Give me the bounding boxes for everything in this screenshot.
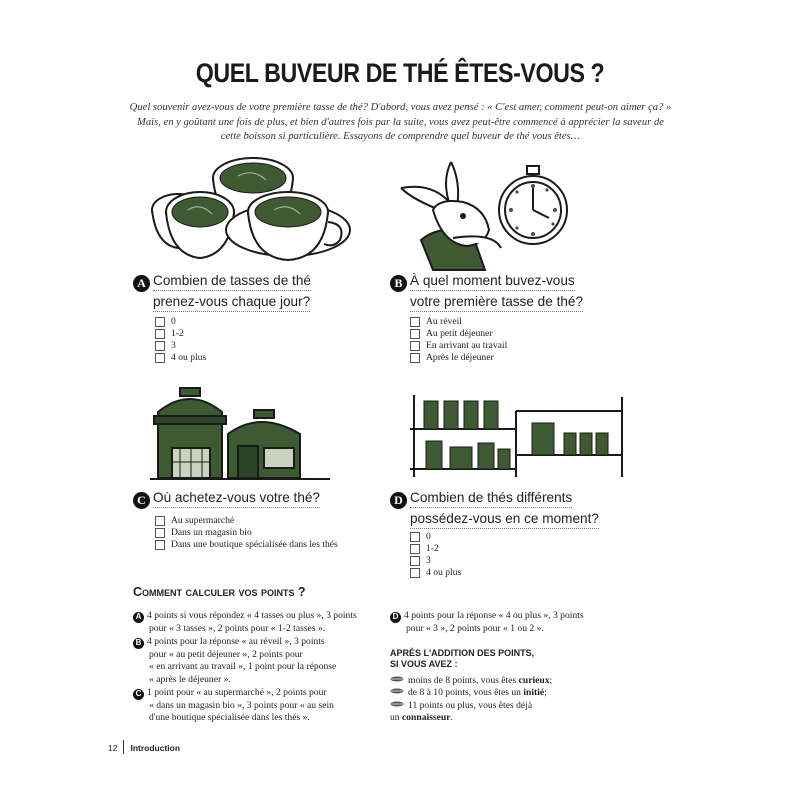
question-a: [133, 271, 311, 312]
rule-d-badge: D: [390, 612, 401, 623]
checkbox[interactable]: [410, 568, 420, 578]
checkbox[interactable]: [155, 317, 165, 327]
option-c-2[interactable]: [155, 527, 338, 539]
question-d-line1: Combien de thés différents: [410, 488, 572, 508]
letter-a-badge: A: [133, 275, 150, 292]
option-b-4[interactable]: [410, 352, 507, 364]
tea-leaf-icon: [390, 688, 404, 694]
letter-d-badge: D: [390, 492, 407, 509]
option-a-3[interactable]: [155, 340, 206, 352]
rule-b-line4: « après le déjeuner ».: [149, 673, 231, 685]
question-a-line2: prenez-vous chaque jour?: [153, 292, 310, 312]
result-level: connaisseur: [402, 712, 451, 724]
page-footer: [108, 740, 180, 754]
option-a-1[interactable]: [155, 316, 206, 328]
option-label: 1-2: [426, 543, 439, 554]
option-label: Dans un magasin bio: [171, 527, 252, 538]
option-label: Après le déjeuner: [426, 352, 494, 363]
result-level: initié: [523, 687, 545, 699]
rule-b: [133, 636, 383, 686]
checkbox[interactable]: [410, 544, 420, 554]
option-d-4[interactable]: [410, 567, 461, 579]
question-c: [133, 488, 320, 509]
page-title: QUEL BUVEUR DE THÉ ÊTES-VOUS ?: [195, 58, 605, 88]
question-d-line2: possédez-vous en ce moment?: [410, 509, 599, 529]
result-text: de 8 à 10 points, vous êtes un: [408, 687, 524, 699]
option-label: Au supermarché: [171, 515, 235, 526]
option-label: 0: [426, 531, 431, 542]
result-text: 11 points ou plus, vous êtes déjà: [408, 699, 533, 711]
checkbox[interactable]: [410, 329, 420, 339]
rule-a-line2: pour « 3 tasses », 2 points pour « 1-2 tasses ».: [149, 622, 326, 634]
result-level: curieux: [518, 675, 550, 686]
result-item: [390, 700, 620, 712]
tea-shops-illustration: [150, 382, 330, 482]
letter-b-badge: B: [390, 275, 407, 292]
option-b-1[interactable]: [410, 316, 507, 328]
scoring-heading: Comment calculer vos points ?: [133, 585, 306, 599]
result-item: [390, 712, 620, 724]
checkbox[interactable]: [155, 516, 165, 526]
results-heading: [390, 648, 534, 670]
section-name: Introduction: [130, 743, 181, 753]
results-heading-line2: SI VOUS AVEZ :: [390, 659, 458, 669]
option-label: Dans une boutique spécialisée dans les thés: [171, 539, 338, 550]
rule-a: [133, 610, 383, 635]
option-label: 0: [171, 316, 176, 327]
scoring-rules-left: [133, 610, 383, 725]
result-punct: .: [450, 712, 453, 724]
rule-d: [390, 610, 640, 635]
rule-c: [133, 687, 383, 725]
rule-b-line1: 4 points pour la réponse « au réveil », 3 points: [147, 636, 325, 648]
question-b-line2: votre première tasse de thé?: [410, 292, 583, 312]
option-label: 3: [171, 340, 176, 351]
checkbox[interactable]: [410, 532, 420, 542]
rule-c-line1: 1 point pour « au supermarché », 2 points pour: [147, 687, 327, 699]
result-text: un: [390, 712, 402, 724]
option-label: Au réveil: [426, 316, 462, 327]
tea-leaf-icon: [390, 676, 404, 682]
footer-divider: [123, 740, 124, 754]
rule-a-badge: A: [133, 612, 144, 623]
option-label: 1-2: [171, 328, 184, 339]
result-item: [390, 675, 620, 687]
rule-c-line2: « dans un magasin bio », 3 points pour « au sein: [149, 699, 334, 711]
checkbox[interactable]: [410, 353, 420, 363]
question-d-options: [410, 531, 461, 579]
option-a-4[interactable]: [155, 352, 206, 364]
result-punct: ;: [544, 687, 547, 699]
option-c-3[interactable]: [155, 539, 338, 551]
tea-shelves-illustration: [408, 393, 630, 478]
checkbox[interactable]: [410, 556, 420, 566]
rule-d-line2: pour « 3 », 2 points pour « 1 ou 2 ».: [406, 622, 544, 634]
rule-b-line3: « en arrivant au travail », 1 point pour la réponse: [149, 661, 337, 673]
intro-text: Quel souvenir avez-vous de votre première tasse de thé? D'abord, vous avez pensé : « C'est amer, comment peut-on aimer ça? » Mais, en y goûtant une fois de plus, et bien d'autres fois par la suite, vous avez peut-être commencé à apprécier la saveur de cette boisson si particulière. Essayons de comprendre quel buveur de thé vous êtes…: [129, 102, 672, 143]
question-d: [390, 488, 599, 529]
tea-leaf-icon: [390, 701, 404, 707]
results-list: [390, 675, 620, 725]
rabbit-clock-illustration: [393, 152, 568, 272]
option-b-2[interactable]: [410, 328, 507, 340]
tea-cups-illustration: [148, 150, 353, 265]
option-label: En arrivant au travail: [426, 340, 508, 351]
option-label: 4 ou plus: [426, 567, 462, 578]
question-b-options: [410, 316, 507, 364]
checkbox[interactable]: [410, 341, 420, 351]
checkbox[interactable]: [410, 317, 420, 327]
checkbox[interactable]: [155, 353, 165, 363]
checkbox[interactable]: [155, 528, 165, 538]
rule-b-line2: pour « au petit déjeuner », 2 points pour: [149, 648, 303, 660]
result-item: [390, 687, 620, 699]
rule-d-line1: 4 points pour la réponse « 4 ou plus », 3 points: [404, 610, 584, 621]
question-b: [390, 271, 583, 312]
option-d-2[interactable]: [410, 543, 461, 555]
rule-c-line3: d'une boutique spécialisée dans les thés ».: [149, 712, 310, 724]
option-a-2[interactable]: [155, 328, 206, 340]
question-b-line1: À quel moment buvez-vous: [410, 271, 575, 291]
option-label: Au petit déjeuner: [426, 328, 493, 339]
question-a-options: [155, 316, 206, 364]
question-c-line1: Où achetez-vous votre thé?: [153, 488, 320, 508]
question-a-line1: Combien de tasses de thé: [153, 271, 311, 291]
rule-c-badge: C: [133, 689, 144, 700]
letter-c-badge: C: [133, 492, 150, 509]
option-label: 3: [426, 555, 431, 566]
checkbox[interactable]: [155, 540, 165, 550]
option-d-1[interactable]: [410, 531, 461, 543]
option-label: 4 ou plus: [171, 352, 207, 363]
rule-b-badge: B: [133, 638, 144, 649]
result-punct: ;: [549, 675, 553, 686]
option-d-3[interactable]: [410, 555, 461, 567]
checkbox[interactable]: [155, 329, 165, 339]
option-c-1[interactable]: [155, 515, 338, 527]
page-number: 12: [108, 743, 118, 753]
option-b-3[interactable]: [410, 340, 507, 352]
question-c-options: [155, 515, 338, 551]
rule-a-line1: 4 points si vous répondez « 4 tasses ou plus », 3 points: [147, 610, 357, 621]
result-text: moins de 8 points, vous êtes: [408, 675, 519, 686]
results-heading-line1: APRÈS L'ADDITION DES POINTS,: [390, 648, 535, 658]
checkbox[interactable]: [155, 341, 165, 351]
